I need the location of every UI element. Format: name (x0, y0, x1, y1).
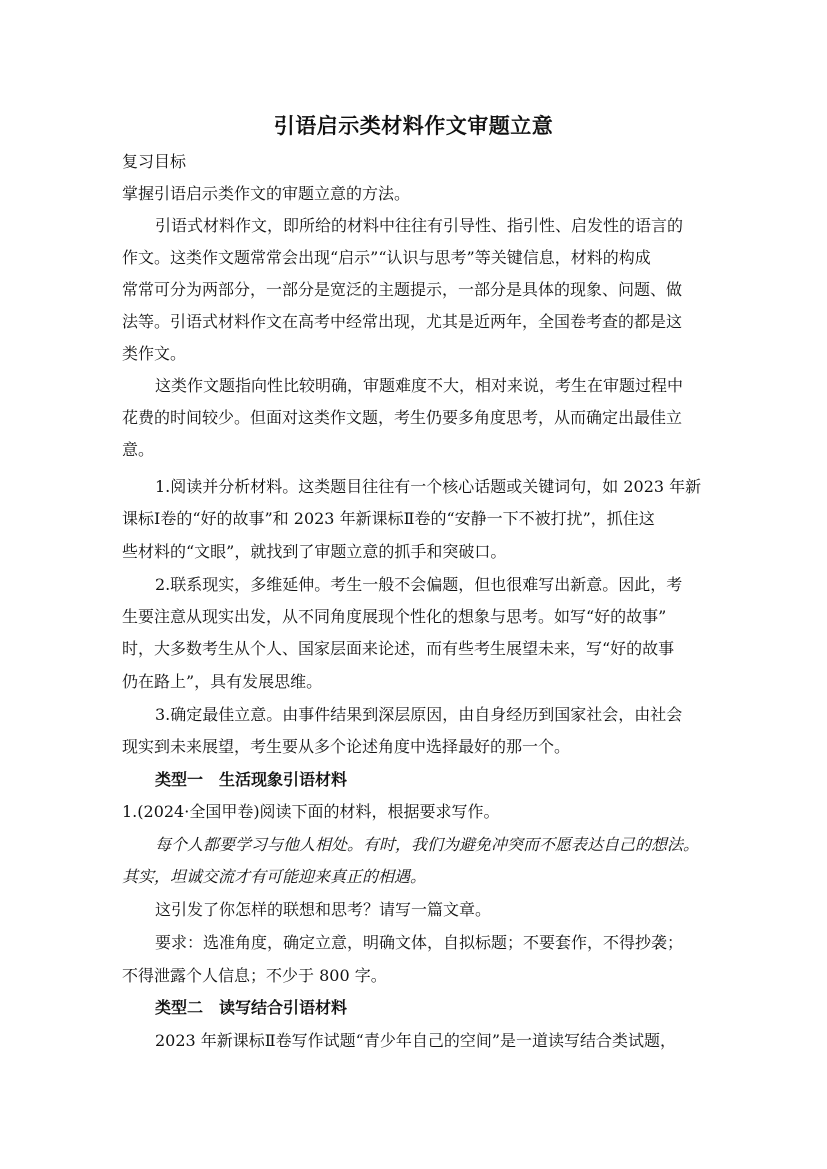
para1-line-5: 类作文。 (122, 344, 187, 363)
para5-line-1: 3.确定最佳立意。由事件结果到深层原因，由自身经历到国家社会，由社会 (155, 705, 683, 724)
para1-line-1: 引语式材料作文，即所给的材料中往往有引导性、指引性、启发性的语言的 (155, 216, 684, 235)
para4-line-1: 2.联系现实，多维延伸。考生一般不会偏题，但也很难写出新意。因此，考 (155, 575, 683, 594)
para1-line-2: 作文。这类作文题常常会出现“启示”“认识与思考”等关键信息，材料的构成 (122, 248, 651, 267)
type1-heading (155, 770, 347, 790)
para3-line-1: 1.阅读并分析材料。这类题目往往有一个核心话题或关键词句，如 2023 年新 (155, 477, 702, 496)
para1-line-3: 常常可分为两部分，一部分是宽泛的主题提示，一部分是具体的现象、问题、做 (122, 280, 683, 299)
type2-label: 类型二 (155, 998, 204, 1017)
type2-name: 读写结合引语材料 (219, 998, 348, 1017)
para5-line-2: 现实到未来展望，考生要从多个论述角度中选择最好的那一个。 (122, 737, 571, 756)
question1: 1.(2024·全国甲卷)阅读下面的材料，根据要求写作。 (122, 802, 500, 821)
requirements-line-2: 不得泄露个人信息；不少于 800 字。 (122, 966, 387, 985)
para2-line-3: 意。 (122, 440, 155, 459)
para3-line-2: 课标Ⅰ卷的“好的故事”和 2023 年新课标Ⅱ卷的“安静一下不被打扰”，抓住这 (122, 509, 655, 528)
para4-line-2: 生要注意从现实出发，从不同角度展现个性化的想象与思考。如写“好的故事” (122, 607, 667, 626)
document-title: 引语启示类材料作文审题立意 (273, 113, 554, 138)
quote-line-1: 每个人都要学习与他人相处。有时，我们为避免冲突而不愿表达自己的想法。 (155, 835, 700, 854)
para1-line-4: 法等。引语式材料作文在高考中经常出现，尤其是近两年，全国卷考查的都是这 (122, 312, 683, 331)
last-line: 2023 年新课标Ⅱ卷写作试题“青少年自己的空间”是一道读写结合类试题， (155, 1031, 677, 1050)
type1-name: 生活现象引语材料 (219, 770, 348, 789)
prompt-text: 这引发了你怎样的联想和思考？请写一篇文章。 (155, 900, 492, 919)
para3-line-3: 些材料的“文眼”，就找到了审题立意的抓手和突破口。 (122, 542, 507, 561)
para2-line-2: 花费的时间较少。但面对这类作文题，考生仍要多角度思考，从而确定出最佳立 (122, 408, 683, 427)
para4-line-3: 时，大多数考生从个人、国家层面来论述，而有些考生展望未来，写“好的故事 (122, 639, 675, 658)
quote-line-2: 其实，坦诚交流才有可能迎来真正的相遇。 (122, 867, 427, 886)
section-label: 复习目标 (122, 152, 187, 171)
type1-label: 类型一 (155, 770, 204, 789)
para4-line-4: 仍在路上”，具有发展思维。 (122, 672, 323, 691)
goal-text: 掌握引语启示类作文的审题立意的方法。 (122, 184, 411, 203)
type2-heading (155, 998, 347, 1018)
para2-line-1: 这类作文题指向性比较明确，审题难度不大，相对来说，考生在审题过程中 (155, 376, 684, 395)
requirements-line-1: 要求：选准角度，确定立意，明确文体，自拟标题；不要套作，不得抄袭； (155, 933, 684, 952)
